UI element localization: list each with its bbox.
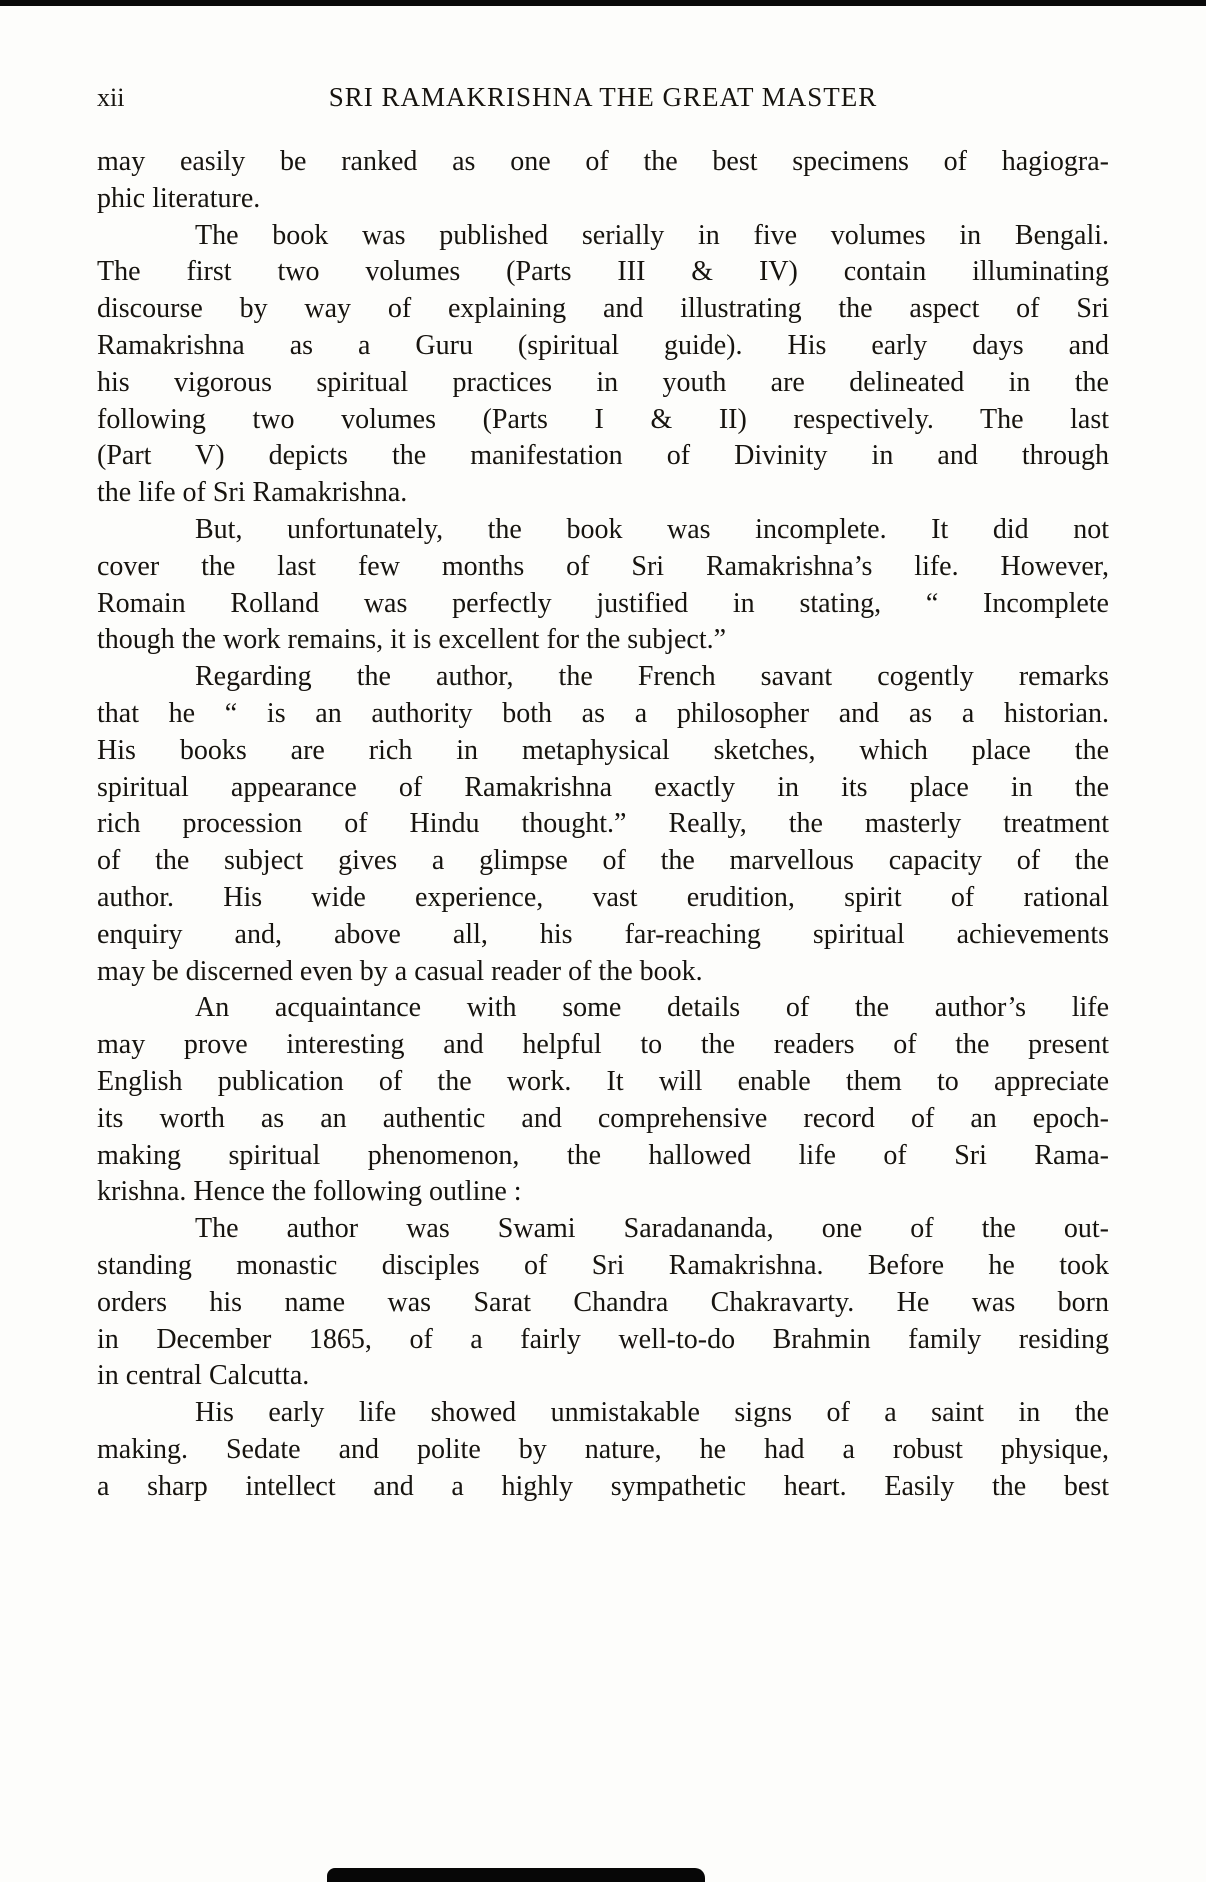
text-line: (Part V) depicts the manifestation of Divinity in and through [97, 440, 1109, 472]
paragraph [97, 1211, 1109, 1395]
text-line: cover the last few months of Sri Ramakrishna’s life. However, [97, 550, 1109, 582]
text-line: may easily be ranked as one of the best specimens of hagiogra- [97, 146, 1109, 177]
scan-edge-top-artifact [0, 0, 1206, 6]
text-line: krishna. Hence the following outline : [97, 1176, 522, 1208]
text-line: standing monastic disciples of Sri Ramakrishna. Before he took [97, 1249, 1109, 1281]
text-line: making. Sedate and polite by nature, he had a robust physique, [97, 1433, 1109, 1465]
paragraph [97, 512, 1109, 659]
text-line: An acquaintance with some details of the author’s life [195, 992, 1109, 1024]
text-line: Regarding the author, the French savant cogently remarks [195, 661, 1109, 693]
text-line: the life of Sri Ramakrishna. [97, 477, 408, 509]
paragraph [97, 1395, 1109, 1505]
text-line: following two volumes (Parts I & II) respectively. The last [97, 403, 1109, 435]
text-line: though the work remains, it is excellent for the subject.” [97, 624, 727, 656]
paragraph [97, 990, 1109, 1211]
text-line: But, unfortunately, the book was incomplete. It did not [195, 513, 1109, 545]
text-line: The book was published serially in five volumes in Bengali. [195, 219, 1109, 251]
text-line: discourse by way of explaining and illustrating the aspect of Sri [97, 293, 1109, 325]
paragraph [97, 218, 1109, 512]
text-line: The first two volumes (Parts III & IV) contain illuminating [97, 256, 1109, 288]
text-line: enquiry and, above all, his far-reaching spiritual achievements [97, 918, 1109, 950]
text-line: The author was Swami Saradananda, one of the out- [195, 1213, 1109, 1245]
page-header [97, 80, 1109, 114]
paragraph [97, 144, 1109, 218]
paragraph [97, 659, 1109, 990]
text-line: its worth as an authentic and comprehensive record of an epoch- [97, 1102, 1109, 1134]
text-line: that he “ is an authority both as a philosopher and as a historian. [97, 697, 1109, 729]
text-line: spiritual appearance of Ramakrishna exactly in its place in the [97, 771, 1109, 803]
text-line: making spiritual phenomenon, the hallowed life of Sri Rama- [97, 1139, 1109, 1171]
text-line: Romain Rolland was perfectly justified in stating, “ Incomplete [97, 587, 1109, 619]
text-line: Ramakrishna as a Guru (spiritual guide). His early days and [97, 329, 1109, 361]
text-line: of the subject gives a glimpse of the marvellous capacity of the [97, 845, 1109, 877]
text-line: author. His wide experience, vast erudition, spirit of rational [97, 881, 1109, 913]
text-line: may be discerned even by a casual reader of the book. [97, 955, 703, 987]
scan-artifact-bottom [327, 1868, 705, 1882]
text-line: his vigorous spiritual practices in youth are delineated in the [97, 366, 1109, 398]
text-line: phic literature. [97, 182, 261, 214]
text-line: His early life showed unmistakable signs of a saint in the [195, 1397, 1109, 1429]
text-line: a sharp intellect and a highly sympathetic heart. Easily the best [97, 1470, 1109, 1502]
paragraphs [97, 144, 1109, 1505]
text-line: English publication of the work. It will enable them to appreciate [97, 1065, 1109, 1097]
text-line: His books are rich in metaphysical sketches, which place the [97, 734, 1109, 766]
text-line: in December 1865, of a fairly well-to-do Brahmin family residing [97, 1323, 1109, 1355]
text-line: may prove interesting and helpful to the readers of the present [97, 1029, 1109, 1061]
text-line: in central Calcutta. [97, 1360, 310, 1392]
text-block [97, 80, 1109, 1505]
running-title: SRI RAMAKRISHNA THE GREAT MASTER [328, 82, 878, 112]
page-number: xii [97, 83, 125, 112]
text-line: rich procession of Hindu thought.” Really, the masterly treatment [97, 808, 1109, 840]
text-line: orders his name was Sarat Chandra Chakravarty. He was born [97, 1286, 1109, 1318]
